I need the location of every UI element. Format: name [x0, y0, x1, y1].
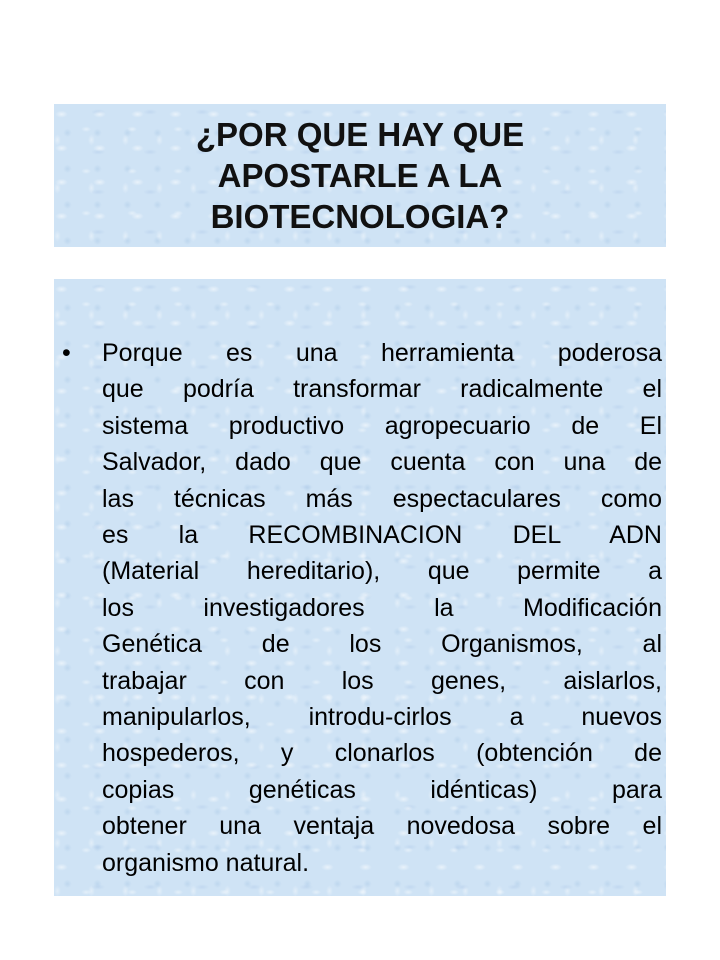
body-line: manipularlos, introdu-cirlos a nuevos: [102, 703, 662, 732]
body-line: Genética de los Organismos, al: [102, 630, 662, 659]
title-line: APOSTARLE A LA: [217, 157, 503, 194]
bullet-item: [62, 335, 662, 881]
bullet-list: [62, 335, 662, 881]
title-line: ¿POR QUE HAY QUE: [195, 116, 525, 153]
body-line: que podría transformar radicalmente el: [102, 375, 662, 404]
content-panel: [54, 279, 666, 896]
title-line: BIOTECNOLOGIA?: [210, 198, 510, 235]
body-line: es la RECOMBINACION DEL ADN: [102, 521, 662, 550]
body-line: obtener una ventaja novedosa sobre el: [102, 812, 662, 841]
body-line: los investigadores la Modificación: [102, 593, 662, 622]
body-line: organismo natural.: [102, 848, 310, 877]
body-line: sistema productivo agropecuario de El: [102, 411, 662, 440]
slide-title: [160, 114, 560, 237]
body-line: hospederos, y clonarlos (obtención de: [102, 739, 662, 768]
body-line: Porque es una herramienta poderosa: [102, 339, 662, 367]
title-panel: [54, 104, 666, 247]
body-line: las técnicas más espectaculares como: [102, 484, 662, 513]
body-line: copias genéticas idénticas) para: [102, 775, 662, 804]
body-line: trabajar con los genes, aislarlos,: [102, 666, 662, 695]
body-line: Salvador, dado que cuenta con una de: [102, 448, 662, 477]
bullet-icon: •: [62, 339, 71, 367]
body-line: (Material hereditario), que permite a: [102, 557, 662, 586]
